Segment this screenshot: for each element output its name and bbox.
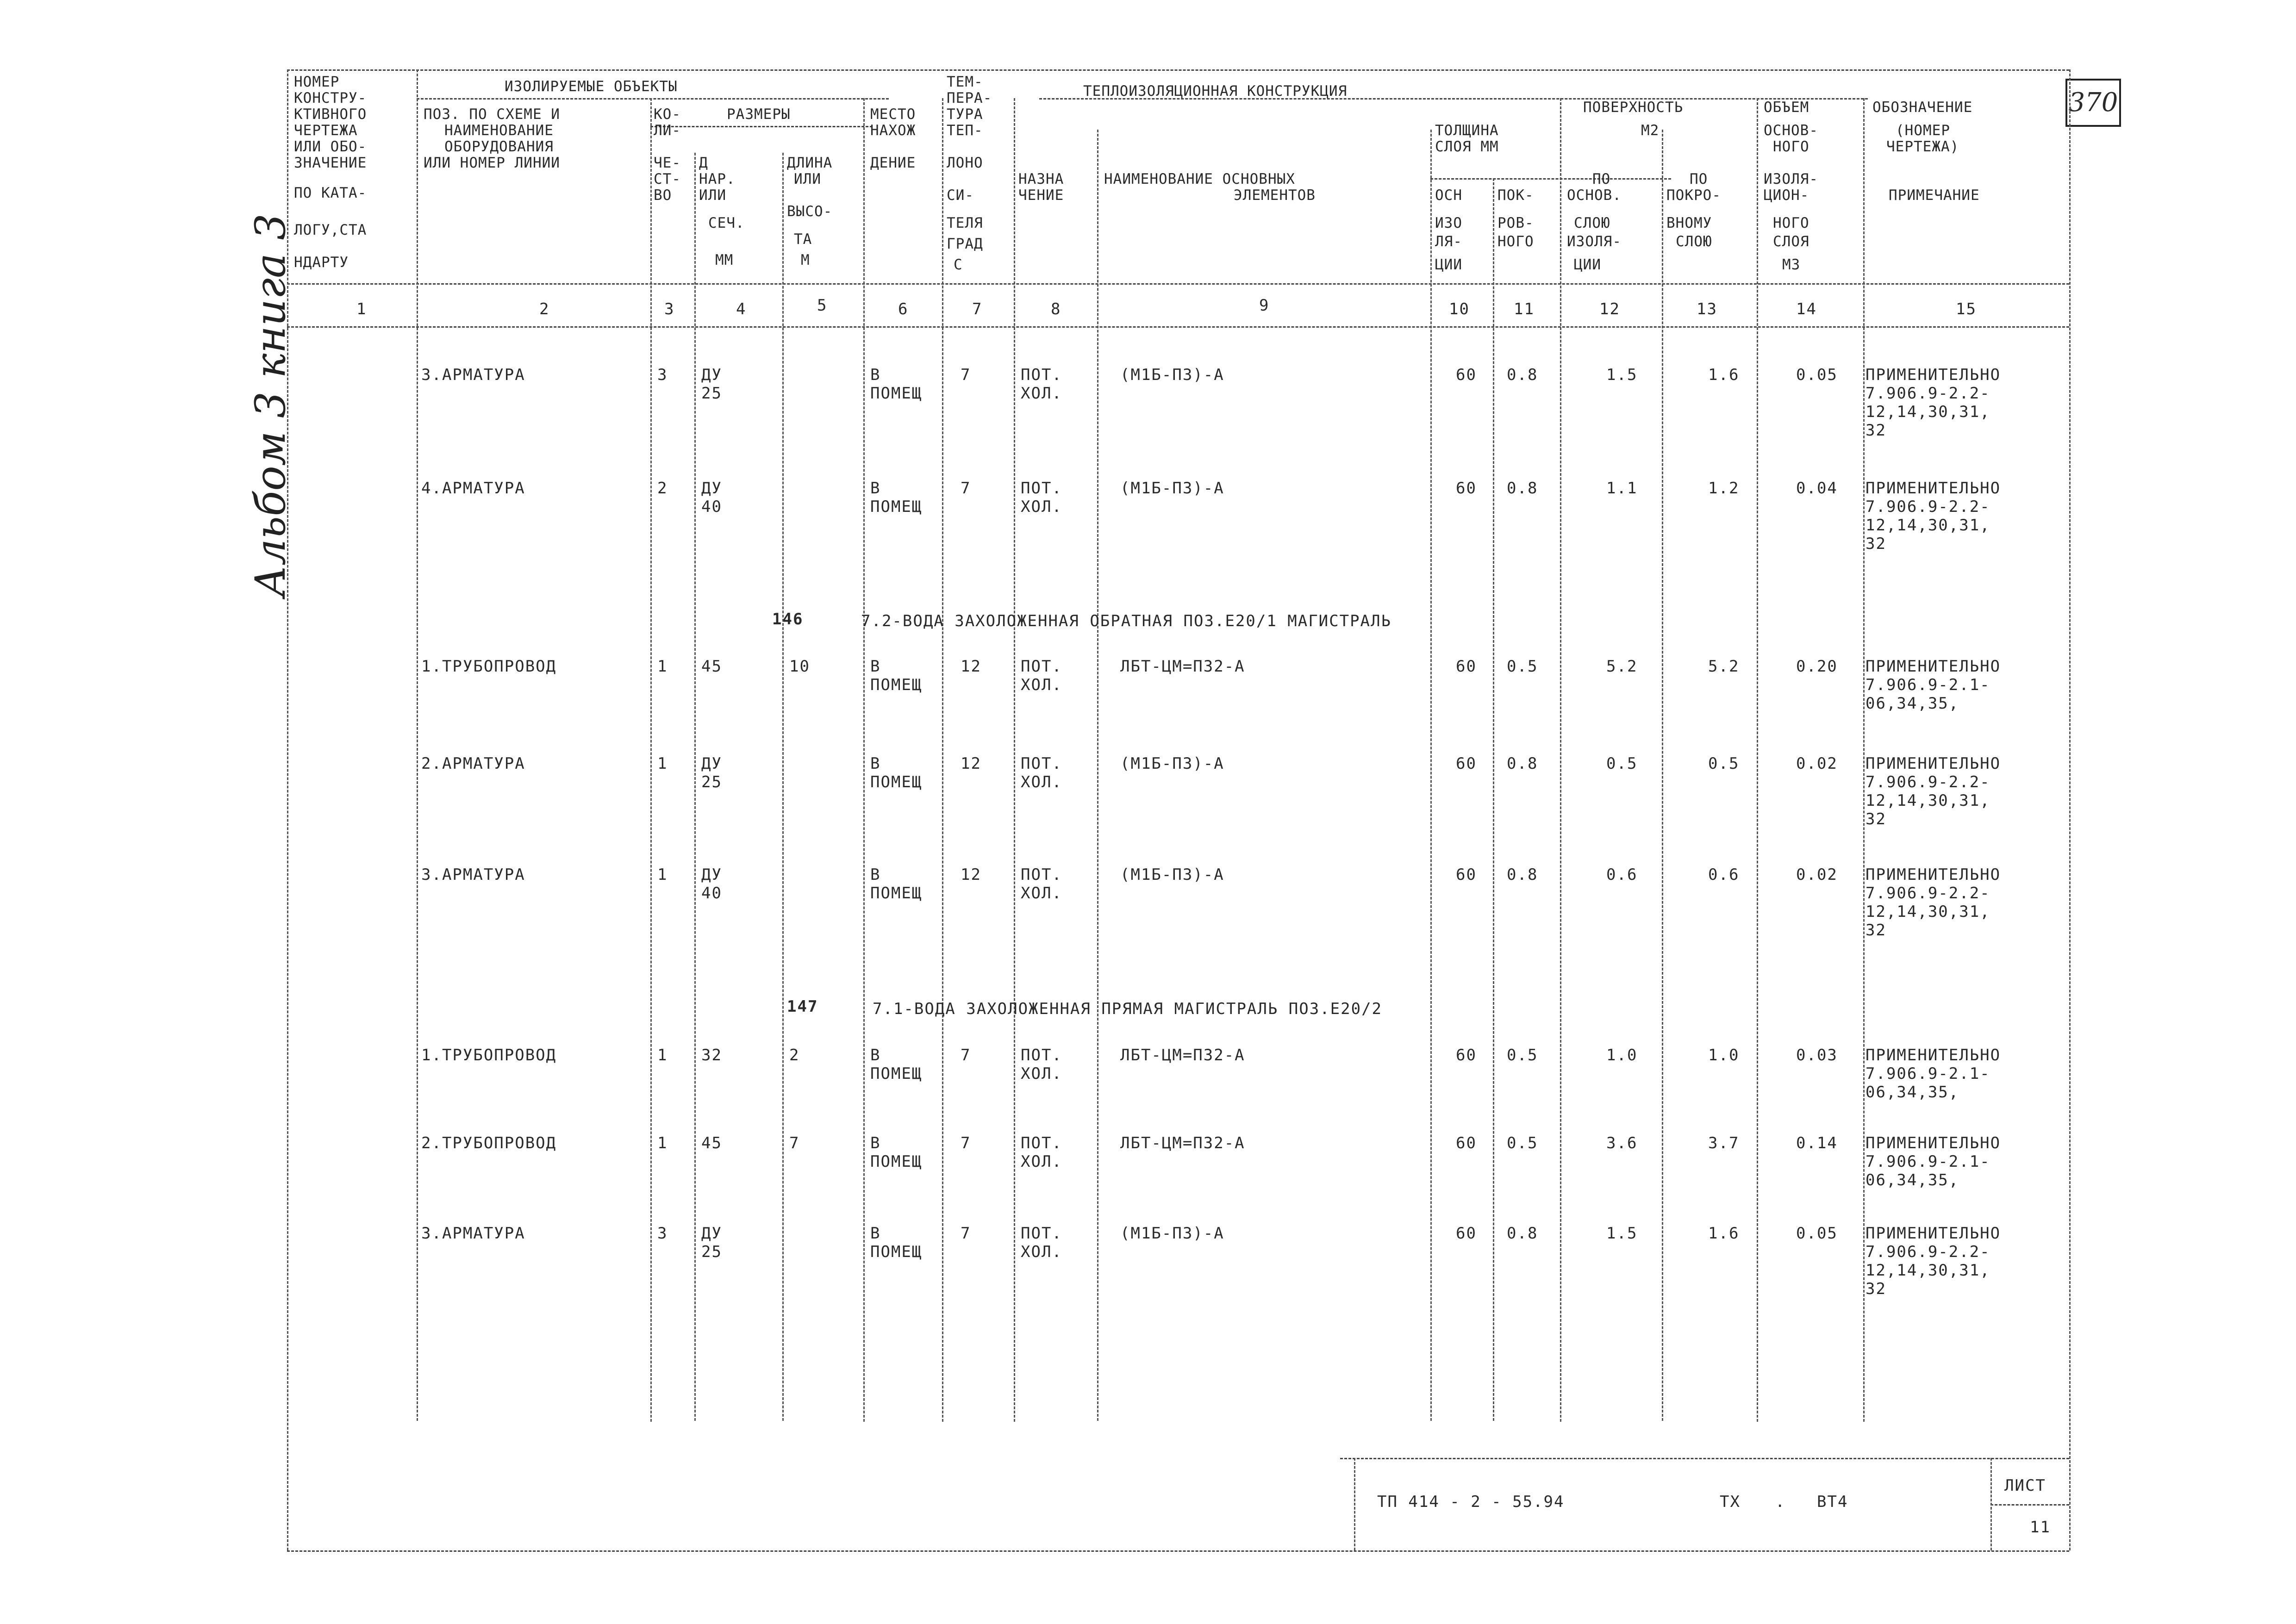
cell-diameter: 45 [701,1134,722,1152]
stamp-sheet-code: ВТ4 [1817,1493,1848,1511]
hdr-col3-3: СТ- [654,171,681,187]
col-sep-13 [1757,98,1758,1422]
hdr-col10-1: ИЗО [1435,215,1462,231]
cell-temperature: 12 [961,657,981,676]
hdr-col8-0: НАЗНА [1018,171,1064,187]
hdr-col5-0: ДЛИНА [787,155,833,171]
hdr-col14-0: ОБЪЕМ [1764,99,1809,116]
cell-note-3: 06,34,35, [1866,1083,1959,1101]
cell-surface-main: 1.0 [1606,1046,1638,1064]
hdr-col14-5: НОГО [1773,215,1809,231]
hdr-col4-2: ИЛИ [699,187,726,204]
hdr-col13-0: ПО [1690,171,1708,187]
cell-location: В [870,479,881,498]
cell-purpose-2: ХОЛ. [1021,1243,1062,1261]
hdr-col7-4: ЛОНО [947,155,983,171]
cell-temperature: 7 [961,1046,971,1064]
cell-surface-cover: 1.6 [1708,1224,1740,1243]
frame-bottom-line [287,1550,2069,1552]
cell-purpose: ПОТ. [1021,657,1062,676]
cell-diameter: 45 [701,657,722,676]
cell-volume: 0.03 [1796,1046,1838,1064]
cell-position: 2.АРМАТУРА [421,754,525,773]
hdr-thickness-1: СЛОЯ ММ [1435,138,1499,155]
cell-elements: (М1Б-П3)-А [1120,366,1224,384]
cell-note-3: 12,14,30,31, [1866,791,1990,810]
cell-elements: ЛБТ-ЦМ=П32-А [1120,1046,1245,1064]
cell-note-2: 7.906.9-2.1- [1866,1064,1990,1083]
hdr-col1-2: КТИВНОГО [294,106,367,123]
cell-surface-main: 1.5 [1606,1224,1638,1243]
col-number-5: 5 [817,296,828,315]
cell-note-3: 12,14,30,31, [1866,403,1990,421]
hdr-col15-1: (НОМЕР [1896,122,1950,139]
col-number-12: 12 [1599,300,1620,318]
cell-position: 2.ТРУБОПРОВОД [421,1134,557,1152]
cell-temperature: 7 [961,366,971,384]
stamp-sheet-label: ЛИСТ [2004,1476,2046,1495]
cell-note-3: 12,14,30,31, [1866,516,1990,535]
cell-quantity: 1 [657,865,668,884]
cell-purpose: ПОТ. [1021,865,1062,884]
cell-surface-cover: 5.2 [1708,657,1740,676]
hdr-col14-2: НОГО [1773,138,1809,155]
hdr-col7-8: С [954,256,963,273]
cell-location-2: ПОМЕЩ [870,676,923,694]
cell-purpose: ПОТ. [1021,479,1062,498]
cell-note-4: 32 [1866,535,1886,553]
cell-length: 2 [789,1046,800,1064]
hdr-col1-7: ЛОГУ,СТА [294,222,367,238]
cell-volume: 0.02 [1796,865,1838,884]
cell-thickness-cover: 0.8 [1507,479,1538,498]
cell-diameter-value: 25 [701,773,722,791]
hdr-col12-0: ПО [1592,171,1611,187]
cell-note: ПРИМЕНИТЕЛЬНО [1866,1046,2001,1064]
hdr-col2-0: ПОЗ. ПО СХЕМЕ И [424,106,560,123]
cell-elements: (М1Б-П3)-А [1120,865,1224,884]
hdr-col2-3: ИЛИ НОМЕР ЛИНИИ [424,155,560,171]
cell-note-4: 32 [1866,921,1886,940]
page-number-box: 370 [2065,79,2121,127]
hdr-col12-4: ЦИИ [1574,256,1601,273]
hdr-col6-2: ДЕНИЕ [870,155,916,171]
cell-thickness-cover: 0.5 [1507,1046,1538,1064]
cell-elements: ЛБТ-ЦМ=П32-А [1120,657,1245,676]
cell-note-2: 7.906.9-2.1- [1866,676,1990,694]
cell-note: ПРИМЕНИТЕЛЬНО [1866,1224,2001,1243]
hdr-col13-3: СЛОЮ [1676,233,1712,250]
hdr-col1-3: ЧЕРТЕЖА [294,122,358,139]
col-sep-3 [694,153,696,1421]
col-sep-7 [1014,98,1015,1422]
col-sep-12 [1662,130,1663,1421]
stamp-separator: . [1775,1493,1786,1511]
cell-surface-cover: 1.0 [1708,1046,1740,1064]
cell-note-2: 7.906.9-2.1- [1866,1152,1990,1171]
cell-thickness-main: 60 [1456,657,1477,676]
hdr-col6-1: НАХОЖ [870,122,916,139]
cell-purpose-2: ХОЛ. [1021,1064,1062,1083]
cell-purpose-2: ХОЛ. [1021,1152,1062,1171]
cell-diameter-value: 40 [701,884,722,902]
cell-elements: (М1Б-П3)-А [1120,1224,1224,1243]
cell-location-2: ПОМЕЩ [870,498,923,516]
cell-position: 3.АРМАТУРА [421,865,525,884]
hdr-col12-3: ИЗОЛЯ- [1567,233,1622,250]
hdr-col14-3: ИЗОЛЯ- [1764,171,1818,187]
col-sep-6 [942,98,943,1422]
hdr-col10-3: ЦИИ [1435,256,1462,273]
col-number-2: 2 [539,300,550,318]
col-sep-9 [1430,130,1432,1421]
hdr-col6-0: МЕСТО [870,106,916,123]
cell-position: 3.АРМАТУРА [421,1224,525,1243]
stamp-sheet-line [1990,1504,2069,1506]
cell-location: В [870,754,881,773]
objects-subline [417,98,889,100]
hdr-col4-1: НАР. [699,171,736,187]
cell-surface-main: 0.5 [1606,754,1638,773]
hdr-col7-1: ПЕРА- [947,90,992,106]
cell-note-3: 06,34,35, [1866,1171,1959,1189]
hdr-col10-2: ЛЯ- [1435,233,1462,250]
hdr-col11-1: РОВ- [1497,215,1534,231]
cell-quantity: 1 [657,754,668,773]
cell-surface-main: 1.5 [1606,366,1638,384]
cell-note: ПРИМЕНИТЕЛЬНО [1866,479,2001,498]
hdr-col5-4: М [801,252,810,268]
cell-note: ПРИМЕНИТЕЛЬНО [1866,754,2001,773]
cell-purpose-2: ХОЛ. [1021,384,1062,403]
hdr-col7-2: ТУРА [947,106,983,123]
cell-diameter: ДУ [701,754,722,773]
cell-temperature: 7 [961,1134,971,1152]
cell-location-2: ПОМЕЩ [870,773,923,791]
hdr-col15-0: ОБОЗНАЧЕНИЕ [1872,99,1973,116]
cell-volume: 0.04 [1796,479,1838,498]
col-sep-11 [1560,98,1561,1422]
cell-thickness-cover: 0.8 [1507,754,1538,773]
col-sep-4 [782,153,784,1421]
cell-volume: 0.02 [1796,754,1838,773]
hdr-col5-3: ТА [794,231,812,248]
hdr-col1-4: ИЛИ ОБО- [294,138,367,155]
cell-purpose: ПОТ. [1021,1046,1062,1064]
cell-quantity: 1 [657,1134,668,1152]
cell-diameter: ДУ [701,366,722,384]
cell-temperature: 12 [961,754,981,773]
cell-quantity: 1 [657,1046,668,1064]
frame-right-line [2069,69,2071,1550]
cell-purpose: ПОТ. [1021,366,1062,384]
cell-quantity: 2 [657,479,668,498]
cell-diameter: ДУ [701,479,722,498]
col-number-3: 3 [664,300,675,318]
cell-note: ПРИМЕНИТЕЛЬНО [1866,865,2001,884]
thickness-subline [1430,178,1671,180]
hdr-col5-1: ИЛИ [794,171,821,187]
col-sep-8 [1097,130,1098,1421]
cell-note-3: 06,34,35, [1866,694,1959,713]
col-number-8: 8 [1051,300,1061,318]
cell-surface-cover: 0.5 [1708,754,1740,773]
stamp-sheet-sep [1990,1458,1992,1550]
cell-position: 3.АРМАТУРА [421,366,525,384]
cell-diameter: ДУ [701,865,722,884]
col-number-14: 14 [1796,300,1817,318]
cell-purpose-2: ХОЛ. [1021,498,1062,516]
cell-volume: 0.05 [1796,1224,1838,1243]
frame-left-line [287,69,288,1550]
hdr-col3-1: ЛИ- [654,122,681,139]
cell-note: ПРИМЕНИТЕЛЬНО [1866,366,2001,384]
cell-volume: 0.20 [1796,657,1838,676]
stamp-top-line [1340,1458,2069,1459]
hdr-col1-8: НДАРТУ [294,254,349,271]
cell-surface-cover: 3.7 [1708,1134,1740,1152]
hdr-col10-0: ОСН [1435,187,1462,204]
hdr-construction-title: ТЕПЛОИЗОЛЯЦИОННАЯ КОНСТРУКЦИЯ [1083,83,1348,100]
cell-location: В [870,1046,881,1064]
hdr-col7-7: ГРАД [947,236,983,252]
section-147-number: 147 [787,997,818,1016]
stamp-code: ТП 414 - 2 - 55.94 [1377,1493,1565,1511]
cell-surface-main: 1.1 [1606,479,1638,498]
hdr-col4-0: Д [699,155,708,171]
hdr-col4-3: СЕЧ. [708,215,745,231]
hdr-col1-5: ЗНАЧЕНИЕ [294,155,367,171]
frame-top-line [287,69,2069,71]
sizes-subline [650,126,873,127]
hdr-col7-3: ТЕП- [947,122,983,139]
hdr-col3-0: КО- [654,106,681,123]
cell-length: 10 [789,657,810,676]
cell-thickness-cover: 0.8 [1507,865,1538,884]
col-sep-5 [863,98,865,1422]
hdr-col3-2: ЧЕ- [654,155,681,171]
cell-purpose: ПОТ. [1021,754,1062,773]
cell-diameter-value: 25 [701,1243,722,1261]
hdr-col7-5: СИ- [947,187,974,204]
cell-purpose: ПОТ. [1021,1134,1062,1152]
cell-thickness-cover: 0.8 [1507,1224,1538,1243]
cell-note-2: 7.906.9-2.2- [1866,1243,1990,1261]
hdr-col2-2: ОБОРУДОВАНИЯ [444,138,554,155]
hdr-thickness-0: ТОЛЩИНА [1435,122,1499,139]
cell-purpose-2: ХОЛ. [1021,676,1062,694]
cell-diameter: 32 [701,1046,722,1064]
cell-surface-cover: 0.6 [1708,865,1740,884]
col-sep-14 [1863,98,1865,1422]
cell-surface-main: 5.2 [1606,657,1638,676]
stamp-sheet-number: 11 [2030,1518,2051,1537]
hdr-col15-4: ПРИМЕЧАНИЕ [1889,187,1980,204]
section-146-number: 146 [772,610,804,628]
hdr-col8-1: ЧЕНИЕ [1018,187,1064,204]
cell-elements: (М1Б-П3)-А [1120,479,1224,498]
cell-location-2: ПОМЕЩ [870,1064,923,1083]
col-number-9: 9 [1259,296,1270,315]
cell-quantity: 1 [657,657,668,676]
col-sep-1 [417,69,418,1421]
col-number-6: 6 [898,300,909,318]
cell-surface-main: 3.6 [1606,1134,1638,1152]
hdr-col7-6: ТЕЛЯ [947,215,983,231]
hdr-col11-2: НОГО [1497,233,1534,250]
cell-location-2: ПОМЕЩ [870,884,923,902]
col-number-4: 4 [736,300,747,318]
col-number-13: 13 [1697,300,1717,318]
hdr-col2-1: НАИМЕНОВАНИЕ [444,122,554,139]
cell-location: В [870,366,881,384]
hdr-col14-6: СЛОЯ [1773,233,1809,250]
hdr-col11-0: ПОК- [1497,187,1534,204]
cell-diameter: ДУ [701,1224,722,1243]
cell-thickness-cover: 0.5 [1507,657,1538,676]
hdr-col4-4: ММ [715,252,734,268]
cell-temperature: 7 [961,1224,971,1243]
hdr-col3-4: ВО [654,187,672,204]
cell-length: 7 [789,1134,800,1152]
hdr-col14-7: М3 [1782,256,1801,273]
hdr-col1-1: КОНСТРУ- [294,90,367,106]
hdr-col9-0: НАИМЕНОВАНИЕ ОСНОВНЫХ [1104,171,1295,187]
cell-purpose-2: ХОЛ. [1021,884,1062,902]
section-146-title: 7.2-ВОДА ЗАХОЛОЖЕННАЯ ОБРАТНАЯ ПОЗ.Е20/1 МАГИСТРАЛЬ [861,612,1391,630]
cell-thickness-main: 60 [1456,1046,1477,1064]
cell-elements: (М1Б-П3)-А [1120,754,1224,773]
cell-thickness-main: 60 [1456,1224,1477,1243]
cell-volume: 0.05 [1796,366,1838,384]
cell-note-2: 7.906.9-2.2- [1866,884,1990,902]
hdr-col1-6: ПО КАТА- [294,185,367,201]
hdr-col13-1: ПОКРО- [1666,187,1721,204]
cell-thickness-main: 60 [1456,1134,1477,1152]
col-number-11: 11 [1514,300,1535,318]
cell-note-2: 7.906.9-2.2- [1866,498,1990,516]
cell-location: В [870,1134,881,1152]
hdr-col1-0: НОМЕР [294,74,340,90]
cell-location-2: ПОМЕЩ [870,1243,923,1261]
cell-position: 4.АРМАТУРА [421,479,525,498]
hdr-surface-0: ПОВЕРХНОСТЬ [1583,99,1684,116]
hdr-col15-2: ЧЕРТЕЖА) [1886,138,1959,155]
cell-location: В [870,1224,881,1243]
cell-location: В [870,657,881,676]
hdr-col12-2: СЛОЮ [1574,215,1610,231]
hdr-objects-title: ИЗОЛИРУЕМЫЕ ОБЪЕКТЫ [505,78,678,95]
cell-note-4: 32 [1866,810,1886,828]
cell-position: 1.ТРУБОПРОВОД [421,1046,557,1064]
cell-elements: ЛБТ-ЦМ=П32-А [1120,1134,1245,1152]
col-number-15: 15 [1956,300,1977,318]
cell-thickness-main: 60 [1456,366,1477,384]
cell-volume: 0.14 [1796,1134,1838,1152]
hdr-col7-0: ТЕМ- [947,74,983,90]
cell-location: В [870,865,881,884]
section-147-title: 7.1-ВОДА ЗАХОЛОЖЕННАЯ ПРЯМАЯ МАГИСТРАЛЬ ПОЗ.Е20/2 [873,1000,1383,1018]
cell-note-2: 7.906.9-2.2- [1866,773,1990,791]
cell-surface-main: 0.6 [1606,865,1638,884]
hdr-col9-1: ЭЛЕМЕНТОВ [1234,187,1316,204]
cell-note: ПРИМЕНИТЕЛЬНО [1866,1134,2001,1152]
col-number-7: 7 [972,300,983,318]
cell-note-2: 7.906.9-2.2- [1866,384,1990,403]
cell-quantity: 3 [657,366,668,384]
hdr-col14-1: ОСНОВ- [1764,122,1818,139]
col-number-1: 1 [356,300,367,318]
cell-thickness-main: 60 [1456,754,1477,773]
cell-surface-cover: 1.2 [1708,479,1740,498]
cell-temperature: 12 [961,865,981,884]
cell-quantity: 3 [657,1224,668,1243]
cell-diameter-value: 40 [701,498,722,516]
col-number-10: 10 [1449,300,1470,318]
cell-note-4: 32 [1866,1280,1886,1298]
hdr-col5-2: ВЫСО- [787,203,833,220]
cell-note-3: 12,14,30,31, [1866,1261,1990,1280]
cell-temperature: 7 [961,479,971,498]
cell-diameter-value: 25 [701,384,722,403]
cell-purpose: ПОТ. [1021,1224,1062,1243]
cell-note-4: 32 [1866,421,1886,440]
hdr-col14-4: ЦИОН- [1764,187,1809,204]
hdr-surface-1: М2 [1641,122,1660,139]
col-sep-2 [650,98,652,1422]
cell-surface-cover: 1.6 [1708,366,1740,384]
cell-thickness-main: 60 [1456,479,1477,498]
cell-thickness-cover: 0.8 [1507,366,1538,384]
col-sep-10 [1493,178,1494,1421]
hdr-sizes-title: РАЗМЕРЫ [727,106,791,123]
hdr-col13-2: ВНОМУ [1666,215,1712,231]
stamp-left-line [1354,1458,1355,1550]
column-numbers-line [287,326,2069,328]
cell-position: 1.ТРУБОПРОВОД [421,657,557,676]
stamp-mark: ТХ [1720,1493,1741,1511]
cell-note-3: 12,14,30,31, [1866,902,1990,921]
cell-thickness-main: 60 [1456,865,1477,884]
cell-thickness-cover: 0.5 [1507,1134,1538,1152]
cell-location-2: ПОМЕЩ [870,384,923,403]
cell-purpose-2: ХОЛ. [1021,773,1062,791]
cell-note: ПРИМЕНИТЕЛЬНО [1866,657,2001,676]
hdr-col12-1: ОСНОВ. [1567,187,1622,204]
header-bottom-line [287,283,2069,285]
margin-note: Альбом 3 книга 3 [246,213,295,597]
cell-location-2: ПОМЕЩ [870,1152,923,1171]
